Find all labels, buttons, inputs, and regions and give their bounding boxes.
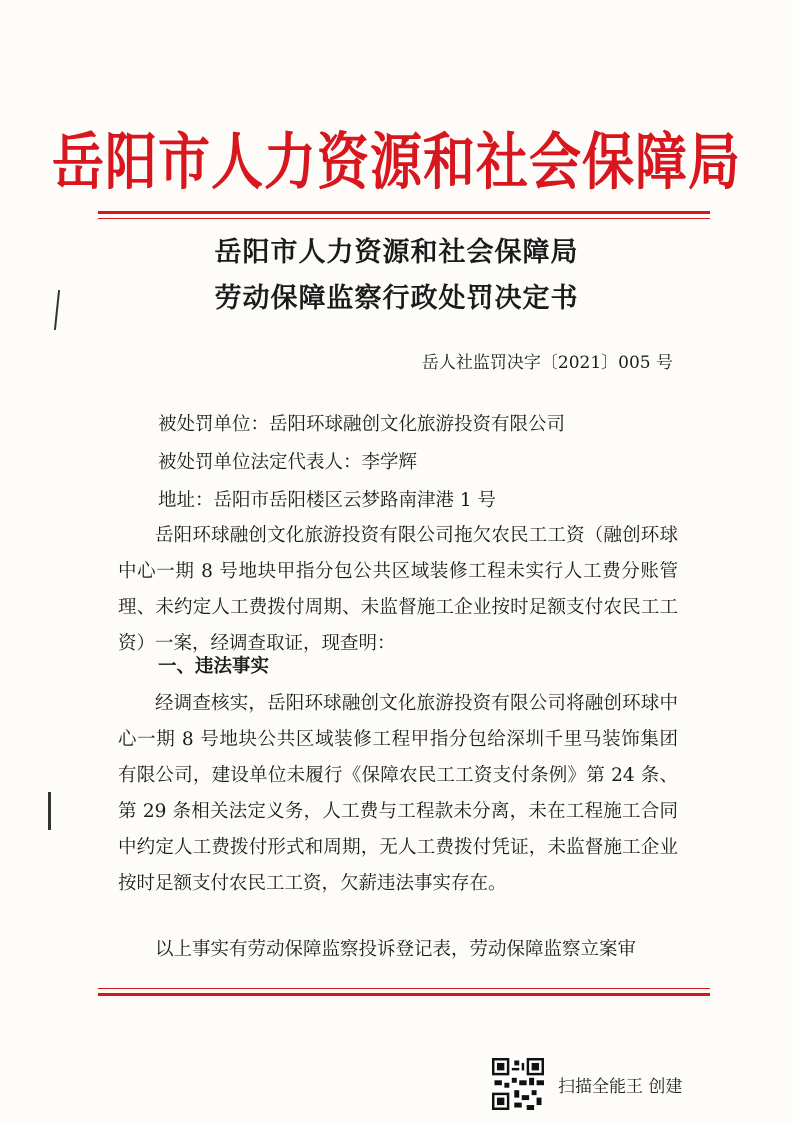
scanner-watermark: [492, 1058, 682, 1110]
footer-red-line-thin: [98, 988, 710, 989]
violation-facts-paragraph: 经调查核实，岳阳环球融创文化旅游投资有限公司将融创环球中心一期 8 号地块公共区域装修工程甲指分包给深圳千里马装饰集团有限公司，建设单位未履行《保障农民工工资支付条例》第 24 条、第 29 条相关法定义务，人工费与工程款未分离，未在工程施工合同中约定人工费拨付形式和周期，无人工费拨付凭证，未监督施工企业按时足额支付农民工工资，欠薪违法事实存在。: [118, 693, 678, 894]
address: 地址：岳阳市岳阳楼区云梦路南津港 1 号: [158, 490, 497, 511]
penalized-unit: 被处罚单位：岳阳环球融创文化旅游投资有限公司: [158, 414, 566, 435]
legal-representative: 被处罚单位法定代表人：李学辉: [158, 452, 418, 473]
evidence-paragraph: 以上事实有劳动保障监察投诉登记表，劳动保障监察立案审: [155, 939, 637, 960]
header-red-line-thick: [98, 211, 710, 214]
footer-red-line-thick: [98, 993, 710, 996]
document-title-line-1: 岳阳市人力资源和社会保障局: [214, 237, 579, 268]
watermark-text: 扫描全能王 创建: [558, 1076, 683, 1097]
section-heading-violation-facts: 一、违法事实: [158, 656, 270, 677]
header-red-line-thin: [98, 218, 710, 219]
intro-paragraph: 岳阳环球融创文化旅游投资有限公司拖欠农民工工资（融创环球中心一期 8 号地块甲指分包公共区域装修工程未实行人工费分账管理、未约定人工费拨付周期、未监督施工企业按时足额支付农民工工资）一案，经调查取证，现查明：: [118, 525, 678, 654]
organization-header: 岳阳市人力资源和社会保障局: [51, 126, 741, 199]
binding-mark-middle: [48, 792, 51, 830]
qr-code-icon: [492, 1058, 544, 1110]
document-title-line-2: 劳动保障监察行政处罚决定书: [214, 283, 579, 314]
document-number: 岳人社监罚决字〔2021〕005 号: [421, 353, 673, 373]
